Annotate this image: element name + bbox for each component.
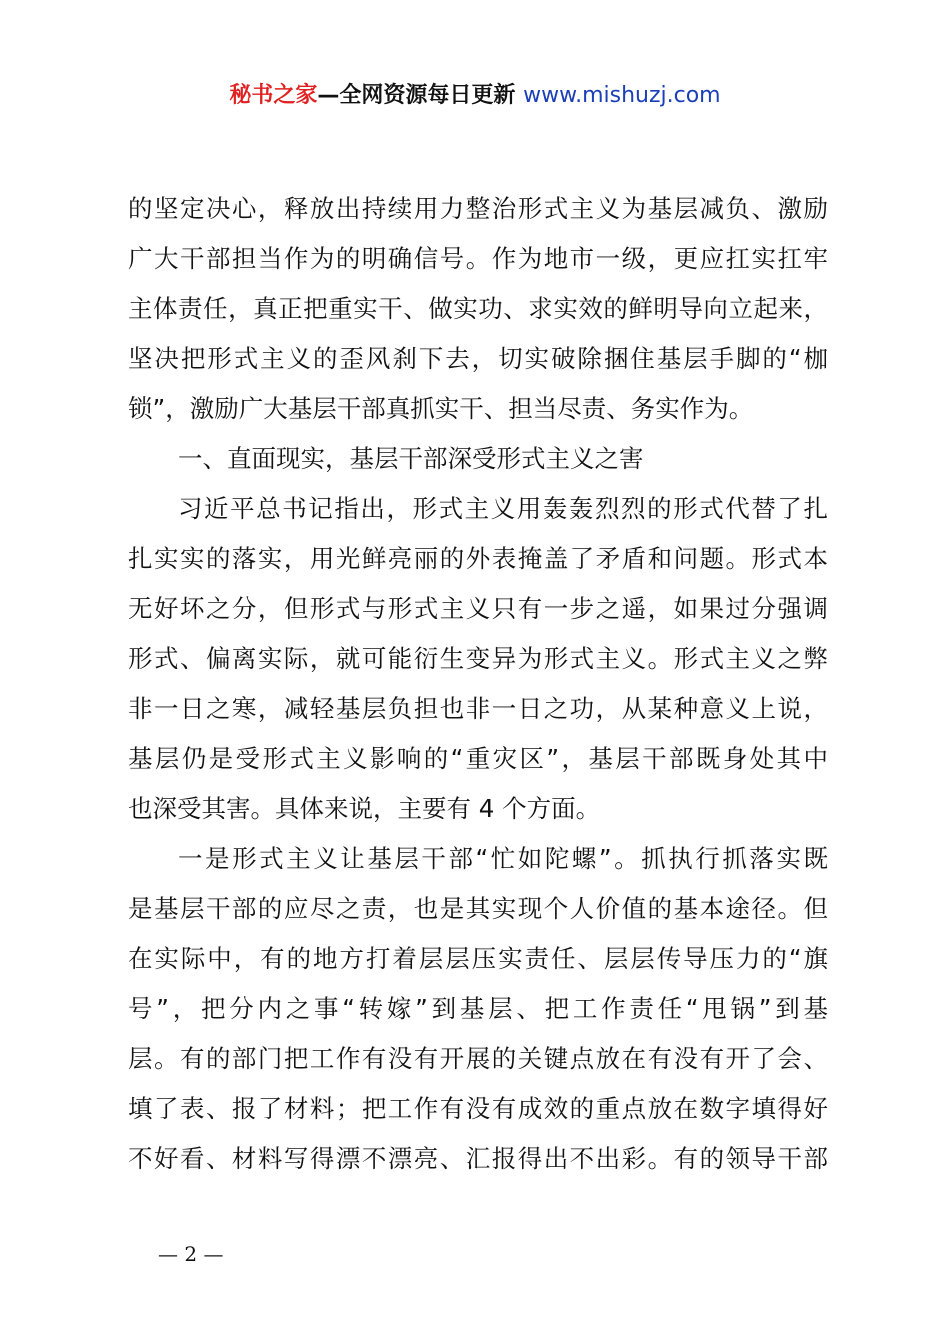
text-line: 基层仍是受形式主义影响的“重灾区”，基层干部既身处其中: [128, 744, 828, 773]
brand-name: 秘书之家: [229, 83, 318, 108]
text-line: 扎实实的落实，用光鲜亮丽的外表掩盖了矛盾和问题。形式本: [128, 544, 828, 573]
text-line: 也深受其害。具体来说，主要有 4 个方面。: [128, 794, 601, 823]
header-tagline: —全网资源每日更新: [317, 83, 516, 108]
text-line: 是基层干部的应尽之责，也是其实现个人价值的基本途径。但: [128, 894, 828, 923]
text-line: 号”，把分内之事“转嫁”到基层、把工作责任“甩锅”到基: [128, 994, 828, 1023]
site-header: [0, 80, 950, 112]
text-line: 在实际中，有的地方打着层层压实责任、层层传导压力的“旗: [128, 944, 828, 973]
text-line: 无好坏之分，但形式与形式主义只有一步之遥，如果过分强调: [128, 594, 828, 623]
text-line: 锁”，激励广大基层干部真抓实干、担当尽责、务实作为。: [128, 394, 754, 423]
text-line: 习近平总书记指出，形式主义用轰轰烈烈的形式代替了扎: [178, 494, 828, 523]
text-line: 层。有的部门把工作有没有开展的关键点放在有没有开了会、: [128, 1044, 828, 1073]
text-line: 坚决把形式主义的歪风刹下去，切实破除捆住基层手脚的“枷: [128, 344, 828, 373]
text-line: 一、直面现实，基层干部深受形式主义之害: [178, 444, 644, 473]
text-line: 的坚定决心，释放出持续用力整治形式主义为基层减负、激励: [128, 194, 828, 223]
page-number: — 2 —: [158, 1242, 224, 1266]
site-url-link[interactable]: www.mishuzj.com: [523, 83, 721, 108]
text-line: 主体责任，真正把重实干、做实功、求实效的鲜明导向立起来，: [128, 294, 828, 323]
text-line: 不好看、材料写得漂不漂亮、汇报得出不出彩。有的领导干部: [128, 1144, 828, 1173]
text-line: 一是形式主义让基层干部“忙如陀螺”。抓执行抓落实既: [178, 844, 828, 873]
document-body: [128, 184, 828, 1184]
text-line: 非一日之寒，减轻基层负担也非一日之功，从某种意义上说，: [128, 694, 828, 723]
text-line: 广大干部担当作为的明确信号。作为地市一级，更应扛实扛牢: [128, 244, 828, 273]
text-line: 形式、偏离实际，就可能衍生变异为形式主义。形式主义之弊: [128, 644, 828, 673]
text-line: 填了表、报了材料；把工作有没有成效的重点放在数字填得好: [128, 1094, 828, 1123]
